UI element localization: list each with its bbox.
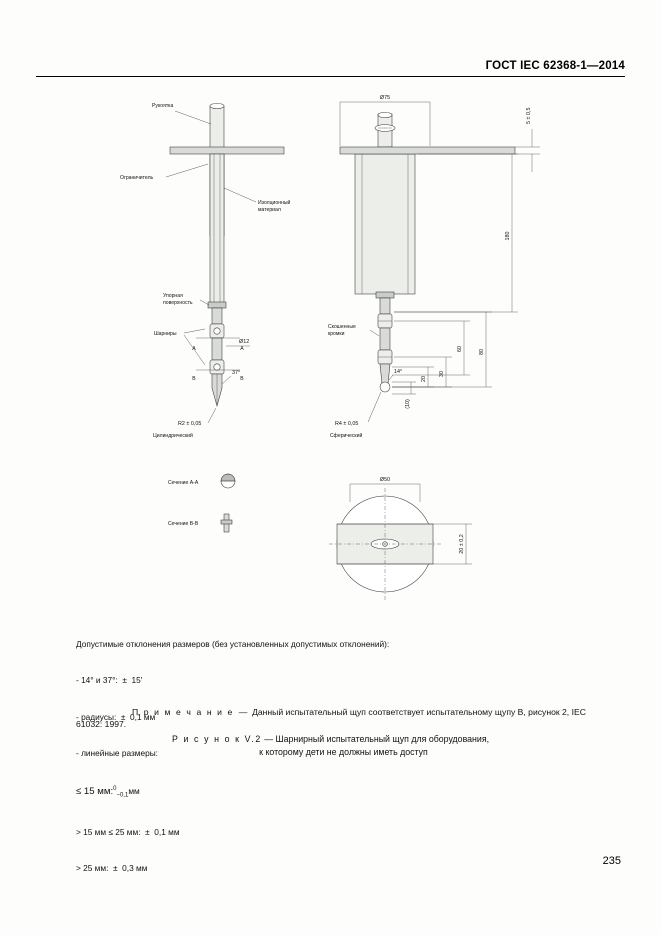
dim-angle-37: 37° bbox=[232, 370, 241, 376]
dim-angle-14: 14° bbox=[394, 369, 403, 375]
note-label: П р и м е ч а н и е bbox=[132, 707, 234, 717]
dim-h20-02: 20 ± 0,2 bbox=[459, 534, 465, 554]
figure-caption bbox=[0, 733, 661, 758]
figure-technical-drawing bbox=[0, 84, 661, 604]
tolerance-line-2: - линейные размеры: bbox=[76, 748, 158, 759]
dim-h5: 5 ± 0,5 bbox=[526, 107, 532, 124]
note-dash: — bbox=[238, 707, 248, 717]
label-spherical: Сферический bbox=[330, 433, 363, 439]
label-stop-plate: Ограничитель bbox=[120, 175, 154, 181]
label-section-aa: Сечение А-А bbox=[168, 480, 199, 486]
caption-label: Р и с у н о к V.2 bbox=[171, 734, 262, 744]
caption-line2: к которому дети не должны иметь доступ bbox=[259, 746, 428, 757]
dim-h20: 20 bbox=[421, 376, 427, 382]
label-insulating-material-2: материал bbox=[258, 207, 281, 213]
note-block bbox=[76, 706, 586, 731]
tolerance-linear-0-value: мм bbox=[128, 786, 140, 797]
section-letter-b-right: В bbox=[240, 376, 244, 382]
tolerance-line-1: - радиусы: ± 0,1 мм bbox=[76, 711, 156, 722]
dim-h10: (10) bbox=[405, 399, 411, 409]
header-divider bbox=[36, 76, 625, 77]
bottom-view-dia50 bbox=[329, 477, 472, 600]
label-section-bb: Сечение В-В bbox=[168, 521, 199, 527]
page-number: 235 bbox=[602, 855, 621, 867]
tolerance-linear-1: > 15 мм ≤ 25 мм: ± 0,1 мм bbox=[76, 827, 180, 838]
caption-dash: — bbox=[264, 734, 274, 744]
tolerance-title: Допустимые отклонения размеров (без установленных допустимых отклонений): bbox=[76, 639, 390, 650]
dim-r2: R2 ± 0,05 bbox=[178, 421, 202, 427]
tolerance-linear-0 bbox=[76, 783, 389, 802]
section-letter-a-left: А bbox=[192, 346, 196, 352]
label-handle: Рукоятка bbox=[152, 103, 174, 109]
tolerance-linear-2: > 25 мм: ± 0,3 мм bbox=[76, 863, 148, 874]
note-text: Данный испытательный щуп соответствует испытательному щупу В, рисунок 2, IEC 61032: 1997. bbox=[76, 707, 586, 730]
tolerance-linear-0-sup: 0 bbox=[113, 786, 117, 793]
dim-dia-50: Ø50 bbox=[379, 477, 391, 483]
label-cylindrical: Цилиндрический bbox=[153, 433, 193, 439]
dim-h30: 30 bbox=[439, 371, 445, 377]
section-aa-shape bbox=[221, 474, 235, 488]
section-letter-b-left: В bbox=[192, 376, 196, 382]
label-joints: Шарниры bbox=[154, 331, 177, 337]
caption-line1: Шарнирный испытательный щуп для оборудования, bbox=[275, 734, 490, 744]
dim-h80: 80 bbox=[479, 349, 485, 355]
dim-dia-12: Ø12 bbox=[239, 339, 250, 345]
section-letter-a-right: А bbox=[240, 346, 244, 352]
dim-dia-75: Ø75 bbox=[379, 95, 391, 101]
label-stop-face: Упорная bbox=[163, 293, 183, 299]
label-insulating-material: Изолционный bbox=[258, 200, 291, 206]
tolerance-linear-0-range: ≤ 15 мм: bbox=[76, 786, 114, 798]
dim-h180: 180 bbox=[505, 231, 511, 241]
tolerance-line-0: - 14° и 37°: ± 15' bbox=[76, 675, 143, 686]
tolerance-linear-0-sub: −0,1 bbox=[116, 792, 129, 799]
label-chamfered-edges: Скошенные bbox=[328, 324, 356, 330]
dim-h60: 60 bbox=[457, 346, 463, 352]
dim-r4: R4 ± 0,05 bbox=[335, 421, 359, 427]
label-chamfered-edges-2: кромки bbox=[328, 331, 345, 337]
label-stop-face-2: поверхность bbox=[163, 300, 193, 306]
section-bb-shape bbox=[221, 514, 232, 532]
page-header-standard-title: ГОСТ IEC 62368-1—2014 bbox=[485, 60, 625, 72]
